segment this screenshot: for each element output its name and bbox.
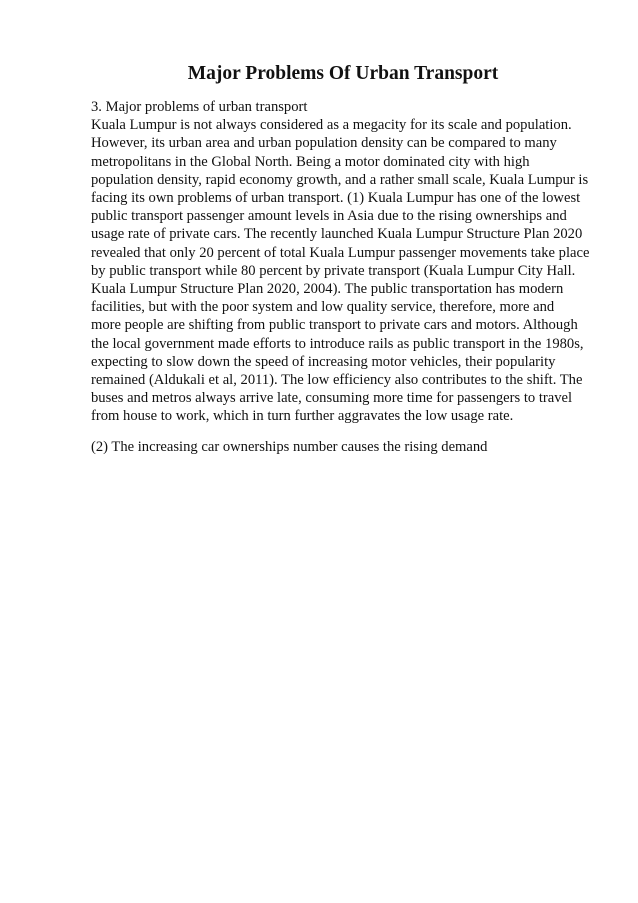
text-line: more people are shifting from public transport to private cars and motors. Although <box>91 317 578 334</box>
document-body <box>91 98 591 456</box>
text-line: population density, rapid economy growth, and a rather small scale, Kuala Lumpur is <box>91 171 589 188</box>
text-line: the local government made efforts to introduce rails as public transport in the 1980s, <box>91 335 584 352</box>
text-line: (2) The increasing car ownerships number causes the rising demand <box>91 438 488 455</box>
text-line: metropolitans in the Global North. Being a motor dominated city with high <box>91 153 530 170</box>
paragraph-1 <box>91 116 591 425</box>
text-line: facing its own problems of urban transport. (1) Kuala Lumpur has one of the lowest <box>91 190 581 207</box>
paragraph-spacer <box>91 426 591 438</box>
document-title: Major Problems Of Urban Transport <box>187 63 499 84</box>
text-line: revealed that only 20 percent of total Kuala Lumpur passenger movements take place <box>91 244 590 261</box>
section-heading: 3. Major problems of urban transport <box>91 99 308 115</box>
text-line: usage rate of private cars. The recently launched Kuala Lumpur Structure Plan 2020 <box>91 226 583 243</box>
text-line: from house to work, which in turn further aggravates the low usage rate. <box>91 408 514 425</box>
text-line: Kuala Lumpur Structure Plan 2020, 2004). The public transportation has modern <box>91 281 564 298</box>
text-line: However, its urban area and urban population density can be compared to many <box>91 135 557 152</box>
text-line: buses and metros always arrive late, consuming more time for passengers to travel <box>91 390 573 407</box>
text-line: Kuala Lumpur is not always considered as a megacity for its scale and population. <box>91 117 572 134</box>
text-line: facilities, but with the poor system and low quality service, therefore, more and <box>91 299 555 316</box>
text-line: expecting to slow down the speed of increasing motor vehicles, their popularity <box>91 353 556 370</box>
text-line: remained (Aldukali et al, 2011). The low efficiency also contributes to the shift. The <box>91 372 583 389</box>
paragraph-2 <box>91 438 591 456</box>
text-line: public transport passenger amount levels in Asia due to the rising ownerships and <box>91 208 567 225</box>
text-line: by public transport while 80 percent by private transport (Kuala Lumpur City Hall. <box>91 262 576 279</box>
